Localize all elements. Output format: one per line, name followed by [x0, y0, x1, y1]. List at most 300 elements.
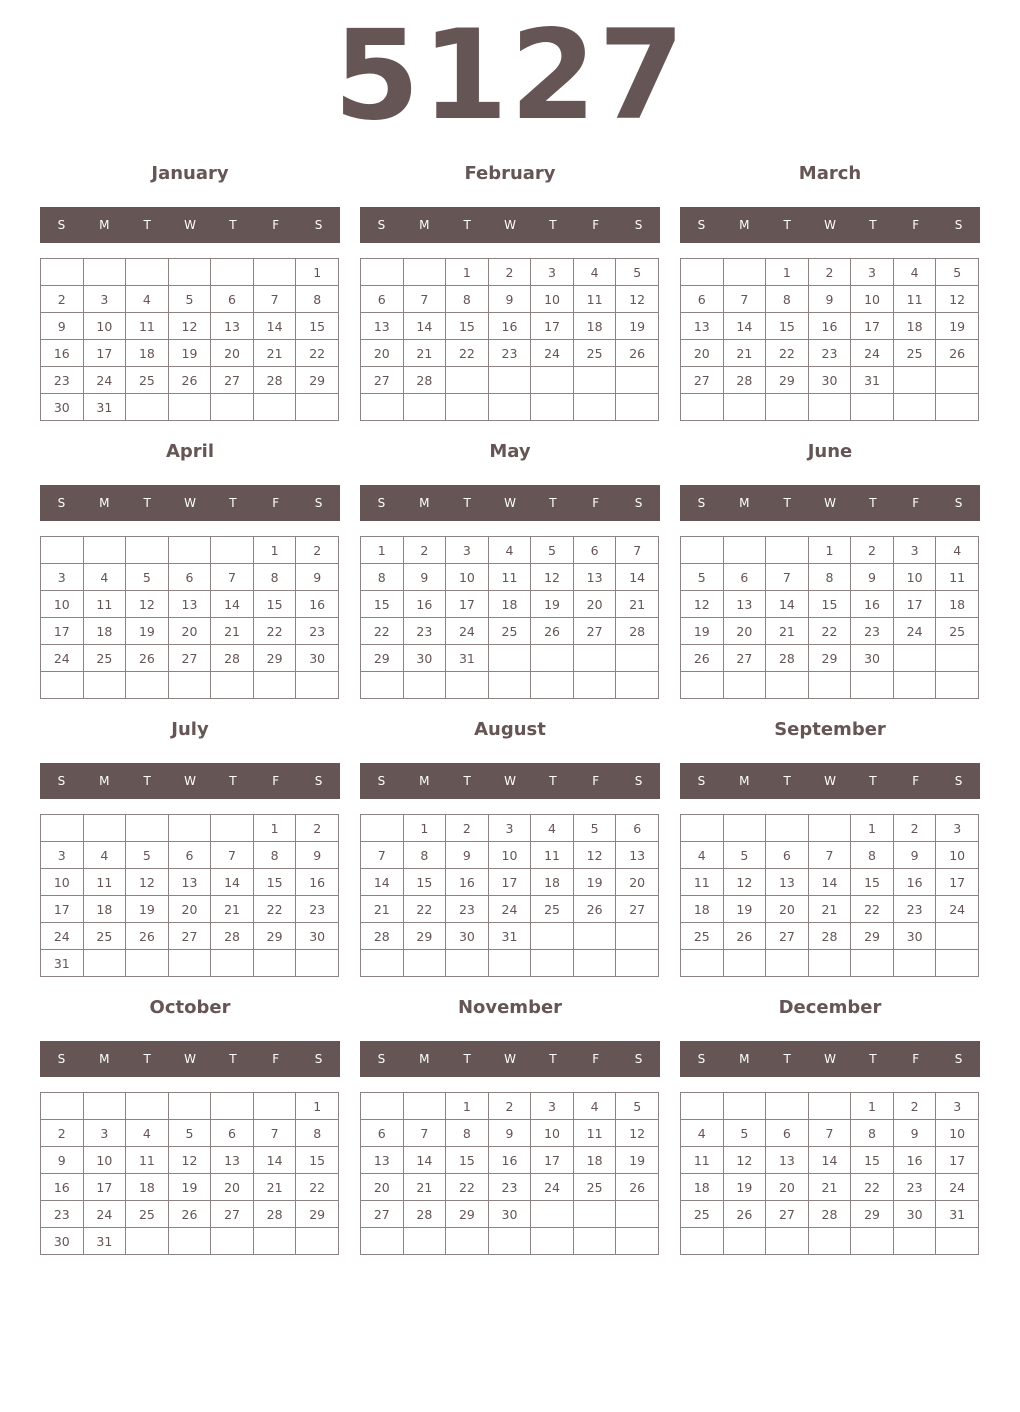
- day-cell: 8: [253, 564, 296, 591]
- day-cell: [296, 950, 339, 977]
- day-cell: 16: [446, 869, 489, 896]
- day-cell: 1: [296, 259, 339, 286]
- day-cell: 20: [361, 340, 404, 367]
- week-row: [41, 896, 339, 923]
- day-cell: [211, 950, 254, 977]
- day-cell: 11: [681, 869, 724, 896]
- day-grid: [680, 258, 979, 421]
- day-cell: 19: [723, 1174, 766, 1201]
- day-cell: 28: [723, 367, 766, 394]
- day-cell: 5: [681, 564, 724, 591]
- week-row: [41, 367, 339, 394]
- day-cell: 21: [403, 1174, 446, 1201]
- day-cell: 14: [361, 869, 404, 896]
- day-cell: 24: [531, 340, 574, 367]
- week-row: [681, 618, 979, 645]
- day-cell: 17: [488, 869, 531, 896]
- day-cell: 9: [488, 286, 531, 313]
- day-cell: 28: [403, 1201, 446, 1228]
- day-cell: 9: [41, 1147, 84, 1174]
- day-cell: 14: [403, 313, 446, 340]
- day-cell: [168, 537, 211, 564]
- weekday-label: S: [697, 1052, 706, 1066]
- day-cell: [126, 1093, 169, 1120]
- day-cell: [83, 1093, 126, 1120]
- week-row: [41, 645, 339, 672]
- day-cell: 14: [211, 869, 254, 896]
- weekday-label: W: [504, 218, 516, 232]
- day-cell: 16: [851, 591, 894, 618]
- week-row: [681, 1201, 979, 1228]
- day-cell: [893, 645, 936, 672]
- day-grid: [40, 814, 339, 977]
- day-cell: 4: [531, 815, 574, 842]
- weekday-label: S: [697, 218, 706, 232]
- weekday-label: T: [869, 774, 877, 788]
- weekday-header: [680, 207, 980, 243]
- weekday-label: T: [783, 1052, 791, 1066]
- week-row: [681, 842, 979, 869]
- day-cell: 7: [403, 1120, 446, 1147]
- day-cell: 16: [488, 313, 531, 340]
- day-cell: [361, 259, 404, 286]
- day-cell: 12: [126, 869, 169, 896]
- day-cell: 27: [168, 923, 211, 950]
- day-cell: 29: [361, 645, 404, 672]
- week-row: [681, 815, 979, 842]
- day-cell: [403, 259, 446, 286]
- day-cell: 24: [446, 618, 489, 645]
- day-cell: [723, 259, 766, 286]
- day-cell: 25: [83, 645, 126, 672]
- day-cell: 9: [403, 564, 446, 591]
- day-cell: [488, 950, 531, 977]
- weekday-label: F: [272, 1052, 280, 1066]
- day-cell: 5: [126, 564, 169, 591]
- day-cell: 27: [361, 1201, 404, 1228]
- day-cell: 5: [168, 1120, 211, 1147]
- day-cell: [893, 394, 936, 421]
- day-cell: [531, 923, 574, 950]
- week-row: [681, 537, 979, 564]
- day-cell: 24: [83, 367, 126, 394]
- day-cell: 20: [616, 869, 659, 896]
- day-cell: [851, 672, 894, 699]
- day-cell: 21: [766, 618, 809, 645]
- day-cell: 8: [808, 564, 851, 591]
- weekday-label: S: [314, 774, 323, 788]
- day-cell: 24: [83, 1201, 126, 1228]
- weekday-label: M: [99, 496, 110, 510]
- day-cell: [531, 672, 574, 699]
- weekday-label: M: [419, 1052, 430, 1066]
- weekday-label: F: [272, 218, 280, 232]
- day-cell: 17: [41, 896, 84, 923]
- day-cell: 25: [83, 923, 126, 950]
- day-cell: 11: [126, 313, 169, 340]
- day-cell: 22: [808, 618, 851, 645]
- day-cell: [403, 950, 446, 977]
- day-cell: 6: [681, 286, 724, 313]
- day-cell: 29: [851, 923, 894, 950]
- day-grid: [40, 258, 339, 421]
- weekday-label: W: [184, 496, 196, 510]
- day-cell: 8: [446, 1120, 489, 1147]
- day-cell: 23: [893, 896, 936, 923]
- week-row: [41, 923, 339, 950]
- day-cell: [253, 259, 296, 286]
- day-cell: 8: [851, 1120, 894, 1147]
- day-cell: 1: [446, 1093, 489, 1120]
- weekday-label: F: [272, 496, 280, 510]
- day-cell: 17: [936, 869, 979, 896]
- day-cell: 17: [851, 313, 894, 340]
- day-cell: 6: [766, 842, 809, 869]
- day-cell: 28: [616, 618, 659, 645]
- day-cell: [83, 672, 126, 699]
- weekday-label: T: [463, 1052, 471, 1066]
- weekday-label: S: [634, 496, 643, 510]
- weekday-label: T: [143, 774, 151, 788]
- day-cell: 21: [808, 1174, 851, 1201]
- day-cell: 29: [296, 1201, 339, 1228]
- day-cell: 23: [488, 340, 531, 367]
- day-cell: [851, 950, 894, 977]
- day-cell: 24: [936, 1174, 979, 1201]
- day-cell: 12: [531, 564, 574, 591]
- day-cell: 2: [296, 815, 339, 842]
- day-cell: 13: [361, 313, 404, 340]
- weekday-label: M: [739, 218, 750, 232]
- day-grid: [680, 814, 979, 977]
- day-cell: [681, 672, 724, 699]
- day-cell: 3: [446, 537, 489, 564]
- day-cell: 6: [211, 1120, 254, 1147]
- day-cell: 28: [253, 1201, 296, 1228]
- day-cell: 19: [126, 618, 169, 645]
- day-cell: 13: [681, 313, 724, 340]
- day-grid: [360, 1092, 659, 1255]
- day-cell: 6: [573, 537, 616, 564]
- day-cell: [616, 672, 659, 699]
- day-cell: 26: [168, 367, 211, 394]
- day-cell: 26: [126, 645, 169, 672]
- day-cell: 26: [616, 1174, 659, 1201]
- month-name: February: [464, 163, 556, 184]
- day-cell: [851, 1228, 894, 1255]
- day-cell: 12: [681, 591, 724, 618]
- day-cell: 7: [403, 286, 446, 313]
- day-cell: 22: [253, 618, 296, 645]
- week-row: [361, 259, 659, 286]
- day-cell: 15: [851, 869, 894, 896]
- day-cell: [361, 1228, 404, 1255]
- day-cell: [361, 950, 404, 977]
- day-cell: 3: [893, 537, 936, 564]
- weekday-label: S: [697, 496, 706, 510]
- day-cell: 20: [211, 340, 254, 367]
- day-cell: 27: [361, 367, 404, 394]
- day-cell: 19: [531, 591, 574, 618]
- week-row: [41, 340, 339, 367]
- day-cell: 4: [488, 537, 531, 564]
- weekday-label: T: [549, 496, 557, 510]
- day-cell: 14: [808, 1147, 851, 1174]
- day-cell: 28: [403, 367, 446, 394]
- week-row: [41, 313, 339, 340]
- weekday-label: M: [739, 774, 750, 788]
- weekday-label: S: [377, 774, 386, 788]
- day-cell: [616, 367, 659, 394]
- day-cell: 10: [936, 842, 979, 869]
- day-cell: [808, 950, 851, 977]
- day-cell: 20: [573, 591, 616, 618]
- day-cell: 6: [361, 1120, 404, 1147]
- week-row: [41, 1228, 339, 1255]
- weekday-label: W: [824, 496, 836, 510]
- day-cell: 15: [253, 869, 296, 896]
- day-cell: 16: [893, 869, 936, 896]
- week-row: [361, 1201, 659, 1228]
- day-cell: 6: [168, 564, 211, 591]
- day-cell: 1: [808, 537, 851, 564]
- month-name: June: [807, 441, 853, 462]
- day-cell: 2: [446, 815, 489, 842]
- day-cell: 18: [488, 591, 531, 618]
- weekday-label: T: [869, 1052, 877, 1066]
- day-cell: 15: [851, 1147, 894, 1174]
- week-row: [41, 1147, 339, 1174]
- weekday-label: W: [824, 218, 836, 232]
- day-cell: 10: [893, 564, 936, 591]
- weekday-label: M: [419, 774, 430, 788]
- day-cell: [488, 367, 531, 394]
- day-cell: 14: [808, 869, 851, 896]
- day-cell: [681, 1093, 724, 1120]
- day-cell: [41, 537, 84, 564]
- day-cell: 28: [211, 923, 254, 950]
- day-cell: 11: [573, 1120, 616, 1147]
- day-cell: 3: [488, 815, 531, 842]
- day-cell: [126, 815, 169, 842]
- day-cell: [403, 1093, 446, 1120]
- day-cell: [936, 1228, 979, 1255]
- day-cell: [573, 645, 616, 672]
- day-grid: [40, 1092, 339, 1255]
- day-cell: 5: [531, 537, 574, 564]
- weekday-label: T: [549, 774, 557, 788]
- day-cell: 25: [488, 618, 531, 645]
- day-cell: [531, 950, 574, 977]
- day-cell: [808, 672, 851, 699]
- day-cell: 18: [681, 896, 724, 923]
- week-row: [681, 923, 979, 950]
- day-cell: 9: [296, 564, 339, 591]
- day-cell: 8: [253, 842, 296, 869]
- day-cell: 24: [893, 618, 936, 645]
- day-cell: [723, 672, 766, 699]
- day-cell: 19: [168, 340, 211, 367]
- month-name: May: [489, 441, 531, 462]
- weekday-label: W: [184, 218, 196, 232]
- day-cell: 5: [126, 842, 169, 869]
- day-cell: [936, 645, 979, 672]
- day-cell: [211, 394, 254, 421]
- weekday-label: T: [549, 1052, 557, 1066]
- day-cell: 2: [893, 815, 936, 842]
- week-row: [361, 591, 659, 618]
- day-cell: 20: [211, 1174, 254, 1201]
- day-cell: 3: [531, 259, 574, 286]
- week-row: [681, 869, 979, 896]
- weekday-label: F: [592, 1052, 600, 1066]
- weekday-label: S: [314, 1052, 323, 1066]
- day-cell: [723, 815, 766, 842]
- day-cell: 11: [893, 286, 936, 313]
- day-cell: 11: [531, 842, 574, 869]
- day-cell: [531, 645, 574, 672]
- week-row: [361, 1228, 659, 1255]
- weekday-label: S: [57, 496, 66, 510]
- week-row: [361, 923, 659, 950]
- day-cell: [766, 1228, 809, 1255]
- day-cell: 24: [488, 896, 531, 923]
- day-cell: 3: [41, 564, 84, 591]
- day-cell: 17: [531, 313, 574, 340]
- day-cell: [211, 537, 254, 564]
- day-cell: [168, 672, 211, 699]
- day-cell: 20: [766, 896, 809, 923]
- day-cell: [573, 1201, 616, 1228]
- day-cell: 1: [851, 1093, 894, 1120]
- weekday-label: S: [377, 1052, 386, 1066]
- day-cell: 29: [851, 1201, 894, 1228]
- day-cell: 13: [361, 1147, 404, 1174]
- day-cell: [808, 815, 851, 842]
- weekday-label: S: [57, 1052, 66, 1066]
- weekday-label: T: [783, 218, 791, 232]
- weekday-label: M: [99, 774, 110, 788]
- day-cell: 21: [723, 340, 766, 367]
- day-cell: [168, 950, 211, 977]
- weekday-label: T: [783, 496, 791, 510]
- weekday-header: [360, 763, 660, 799]
- day-cell: 15: [446, 313, 489, 340]
- day-cell: 14: [403, 1147, 446, 1174]
- weekday-label: T: [143, 218, 151, 232]
- day-cell: 25: [126, 367, 169, 394]
- day-cell: [723, 394, 766, 421]
- day-cell: 21: [253, 1174, 296, 1201]
- day-cell: 22: [446, 1174, 489, 1201]
- day-cell: 29: [403, 923, 446, 950]
- day-cell: 4: [573, 1093, 616, 1120]
- week-row: [361, 1147, 659, 1174]
- week-row: [361, 537, 659, 564]
- day-cell: [488, 1228, 531, 1255]
- day-cell: [83, 537, 126, 564]
- day-cell: 5: [936, 259, 979, 286]
- day-cell: 9: [893, 1120, 936, 1147]
- day-cell: 13: [168, 591, 211, 618]
- weekday-header: [40, 1041, 340, 1077]
- day-cell: 13: [766, 1147, 809, 1174]
- day-cell: 12: [723, 1147, 766, 1174]
- weekday-label: W: [504, 774, 516, 788]
- day-cell: 4: [893, 259, 936, 286]
- day-cell: [126, 950, 169, 977]
- day-cell: 27: [573, 618, 616, 645]
- day-cell: 20: [361, 1174, 404, 1201]
- week-row: [41, 1093, 339, 1120]
- day-cell: 2: [296, 537, 339, 564]
- day-cell: 28: [253, 367, 296, 394]
- week-row: [681, 340, 979, 367]
- day-cell: 7: [616, 537, 659, 564]
- day-cell: [211, 1093, 254, 1120]
- day-cell: 12: [616, 1120, 659, 1147]
- day-cell: 19: [616, 313, 659, 340]
- weekday-header: [360, 1041, 660, 1077]
- day-cell: 7: [253, 286, 296, 313]
- day-cell: 9: [446, 842, 489, 869]
- day-cell: [361, 815, 404, 842]
- day-cell: 18: [573, 313, 616, 340]
- day-cell: [893, 672, 936, 699]
- day-cell: [403, 1228, 446, 1255]
- day-cell: 31: [851, 367, 894, 394]
- day-cell: 25: [531, 896, 574, 923]
- day-cell: 18: [893, 313, 936, 340]
- day-cell: 10: [41, 869, 84, 896]
- day-cell: 22: [361, 618, 404, 645]
- weekday-label: T: [229, 496, 237, 510]
- week-row: [361, 672, 659, 699]
- month-name: August: [474, 719, 546, 740]
- day-cell: 2: [41, 1120, 84, 1147]
- day-cell: 22: [253, 896, 296, 923]
- day-cell: 20: [168, 896, 211, 923]
- day-cell: [936, 923, 979, 950]
- weekday-label: S: [954, 1052, 963, 1066]
- day-cell: 27: [723, 645, 766, 672]
- day-cell: 19: [936, 313, 979, 340]
- day-cell: 1: [296, 1093, 339, 1120]
- day-cell: [168, 815, 211, 842]
- day-grid: [680, 536, 979, 699]
- day-cell: [253, 394, 296, 421]
- day-cell: 17: [936, 1147, 979, 1174]
- day-cell: 11: [573, 286, 616, 313]
- week-row: [361, 1093, 659, 1120]
- day-cell: 18: [681, 1174, 724, 1201]
- day-cell: 21: [211, 896, 254, 923]
- day-cell: 26: [126, 923, 169, 950]
- day-cell: 4: [83, 842, 126, 869]
- day-cell: 6: [616, 815, 659, 842]
- day-cell: 2: [488, 1093, 531, 1120]
- day-cell: [723, 1228, 766, 1255]
- day-cell: [83, 950, 126, 977]
- day-cell: 16: [296, 591, 339, 618]
- day-cell: [296, 672, 339, 699]
- week-row: [681, 672, 979, 699]
- day-cell: [573, 367, 616, 394]
- day-cell: 23: [488, 1174, 531, 1201]
- day-cell: 16: [41, 340, 84, 367]
- day-cell: 27: [616, 896, 659, 923]
- weekday-label: M: [739, 1052, 750, 1066]
